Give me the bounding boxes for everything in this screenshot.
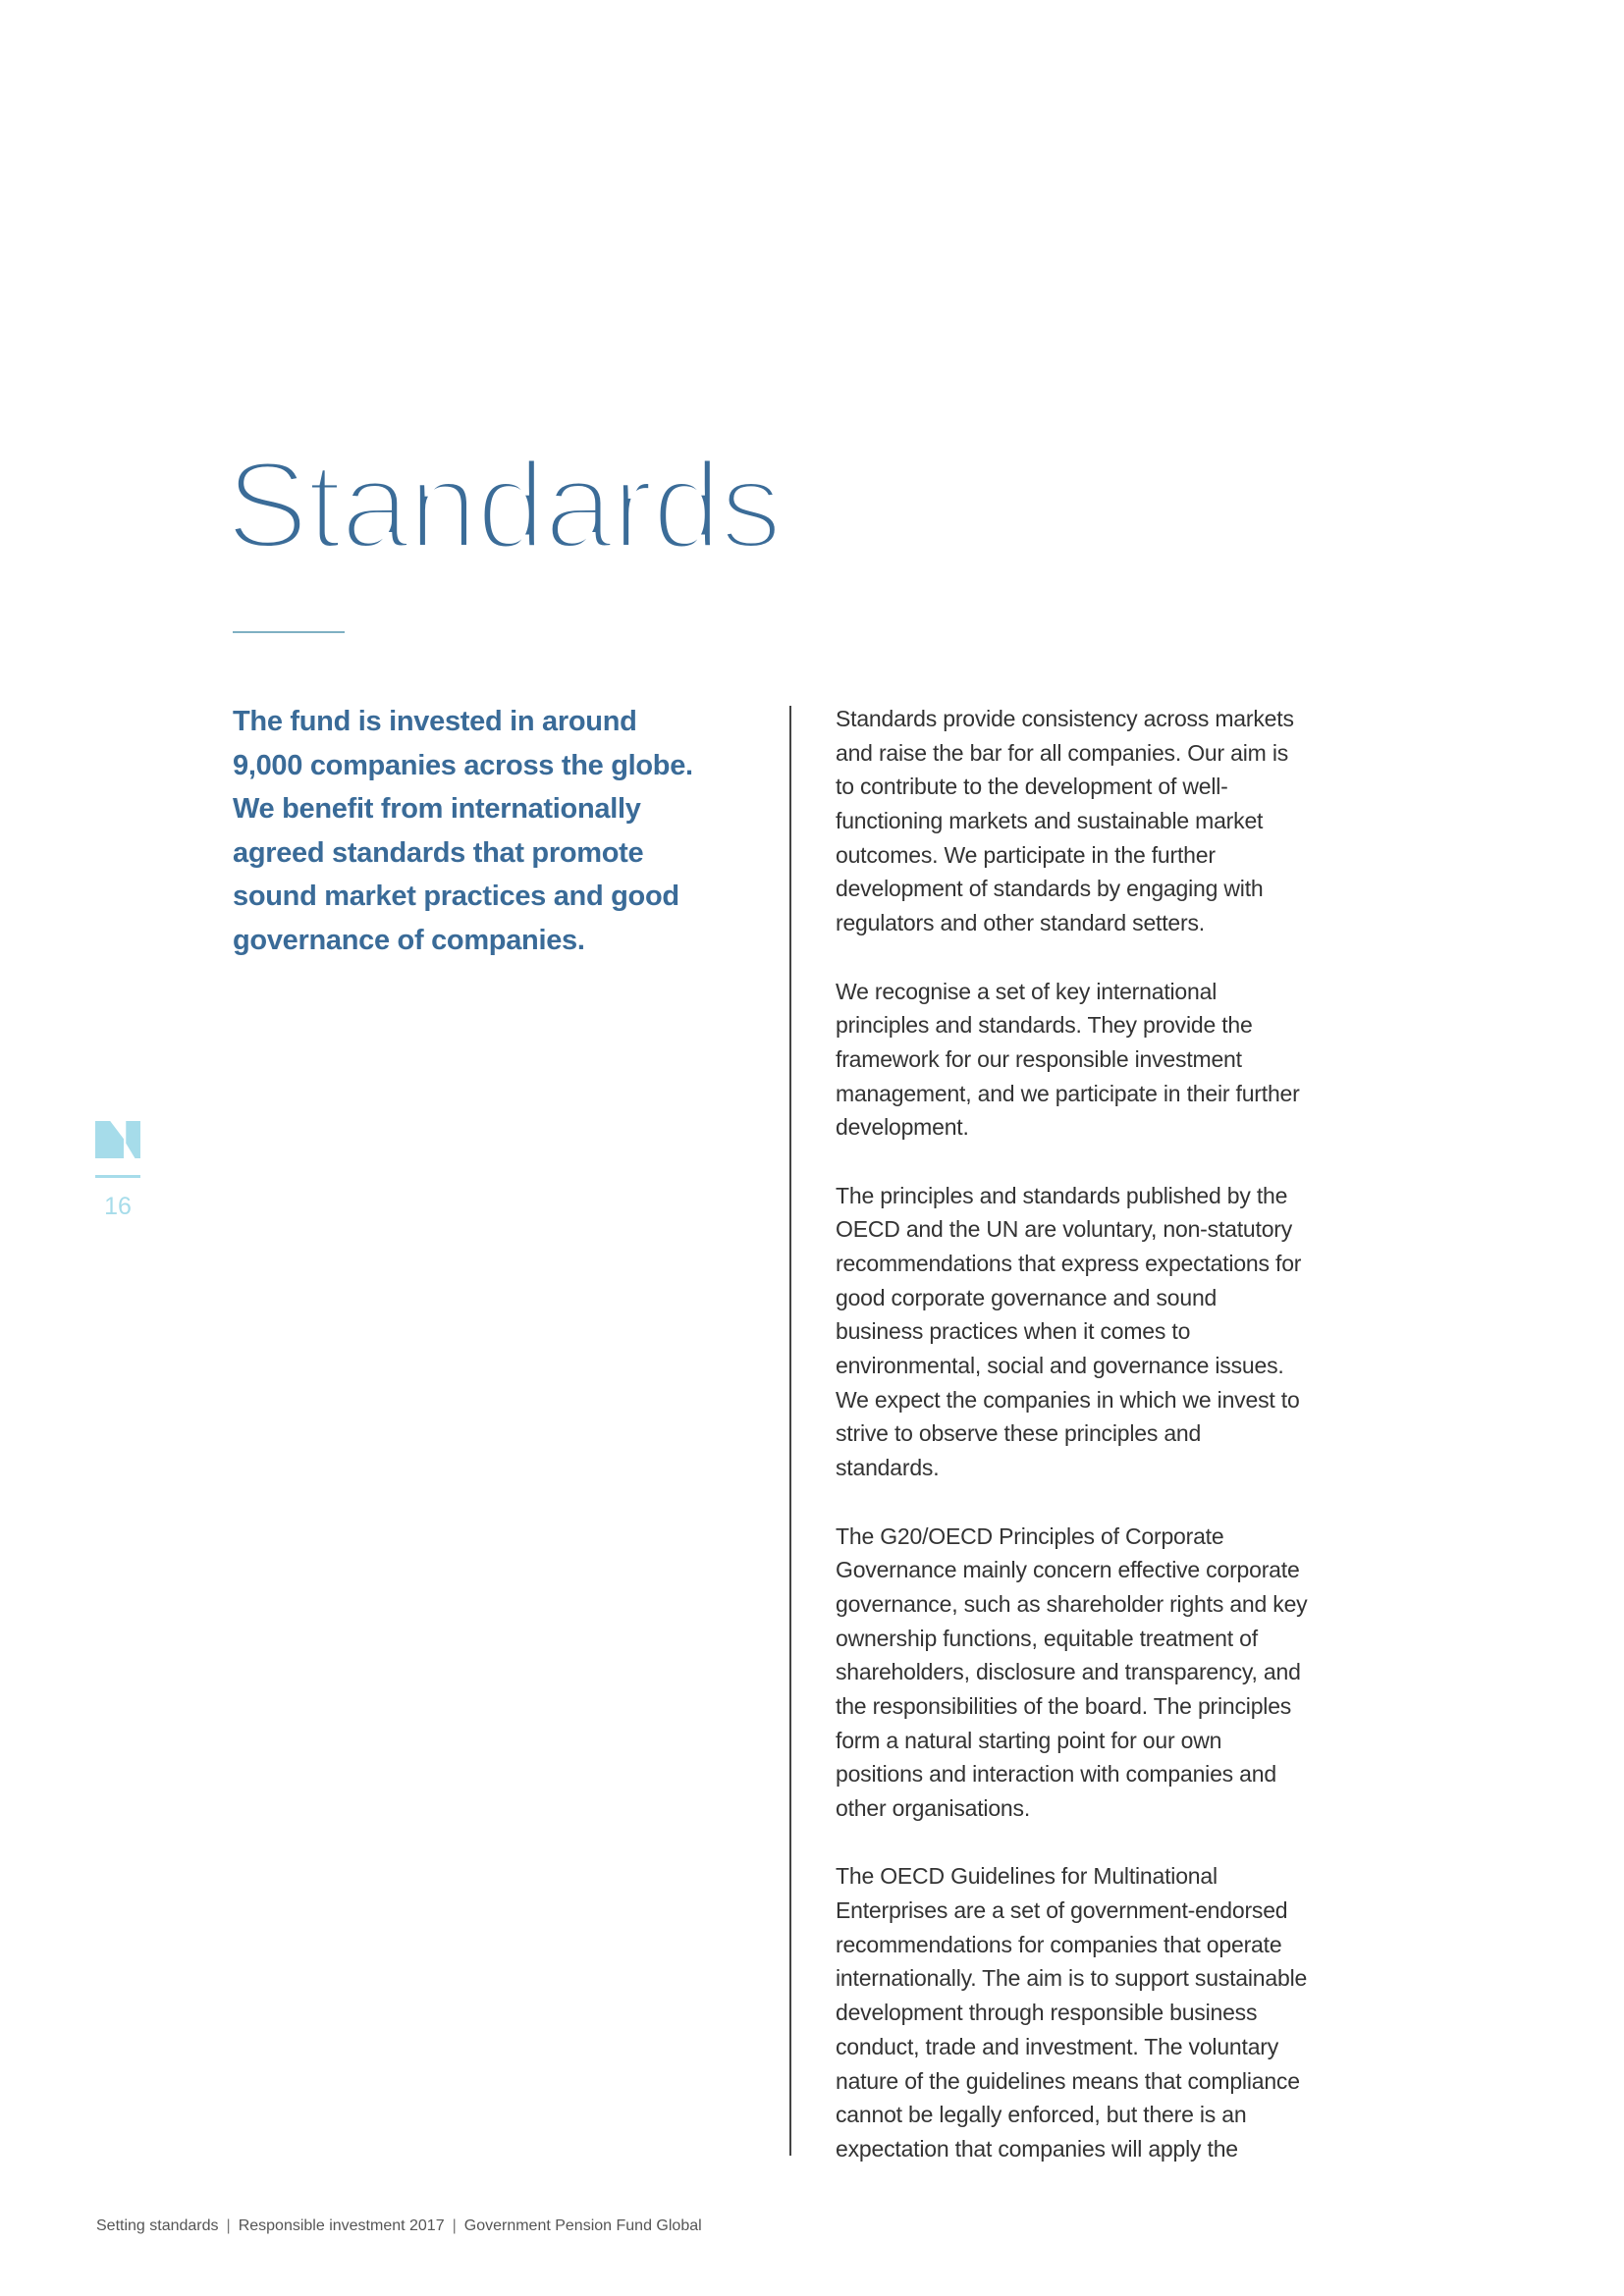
body-line: We recognise a set of key international	[836, 978, 1218, 1004]
body-line: principles and standards. They provide the	[836, 1012, 1253, 1039]
body-line: The OECD Guidelines for Multinational	[836, 1863, 1218, 1890]
logo-left-stroke	[95, 1121, 124, 1158]
page-title: Standards	[226, 436, 782, 574]
page-number: 16	[104, 1193, 132, 1220]
body-line: cannot be legally enforced, but there is an	[836, 2102, 1247, 2128]
body-line: standards.	[836, 1455, 940, 1481]
footer-organisation: Government Pension Fund Global	[463, 2217, 702, 2234]
intro-lead	[233, 700, 763, 962]
footer-separator: |	[452, 2217, 457, 2234]
body-line: expectation that companies will apply the	[836, 2135, 1238, 2162]
body-line: development of standards by engaging with	[836, 876, 1264, 902]
body-line: form a natural starting point for our own	[836, 1727, 1222, 1753]
intro-line: 9,000 companies across the globe.	[233, 749, 693, 781]
body-line: recommendations that express expectations for	[836, 1251, 1302, 1276]
body-line: OECD and the UN are voluntary, non-statutory	[836, 1216, 1293, 1243]
body-line: Governance mainly concern effective corporate	[836, 1557, 1300, 1583]
body-column	[836, 702, 1385, 2200]
body-line: the responsibilities of the board. The principles	[836, 1692, 1292, 1719]
body-line: and raise the bar for all companies. Our aim is	[836, 739, 1289, 766]
body-line: development through responsible business	[836, 2000, 1258, 2026]
intro-line: agreed standards that promote	[233, 836, 644, 869]
paragraph-oecd-guidelines	[836, 1859, 1385, 2165]
logo-right-stroke	[126, 1121, 140, 1158]
body-line: strive to observe these principles and	[836, 1420, 1202, 1447]
body-line: management, and we participate in their further	[836, 1080, 1300, 1106]
body-line: functioning markets and sustainable market	[836, 808, 1264, 834]
footer-publication: Responsible investment 2017	[238, 2217, 445, 2234]
intro-line: governance of companies.	[233, 924, 585, 956]
body-line: The G20/OECD Principles of Corporate	[836, 1522, 1224, 1549]
body-line: outcomes. We participate in the further	[836, 841, 1216, 868]
body-line: positions and interaction with companies and	[836, 1761, 1276, 1788]
footer-section: Setting standards	[96, 2217, 219, 2234]
body-line: business practices when it comes to	[836, 1318, 1191, 1345]
body-line: internationally. The aim is to support sustainable	[836, 1965, 1308, 1992]
body-line: development.	[836, 1114, 969, 1141]
footer	[96, 2216, 702, 2236]
body-line: recommendations for companies that operate	[836, 1931, 1282, 1957]
body-line: other organisations.	[836, 1795, 1031, 1821]
body-line: ownership functions, equitable treatment of	[836, 1625, 1258, 1651]
body-line: Standards provide consistency across markets	[836, 706, 1294, 731]
body-line: to contribute to the development of well-	[836, 774, 1228, 800]
nbim-logo-icon	[95, 1121, 140, 1158]
body-line: regulators and other standard setters.	[836, 910, 1205, 936]
paragraph-key-principles	[836, 975, 1385, 1145]
intro-line: We benefit from internationally	[233, 793, 641, 825]
paragraph-oecd-un	[836, 1179, 1385, 1485]
body-line: framework for our responsible investment	[836, 1045, 1242, 1072]
body-line: The principles and standards published by the	[836, 1182, 1288, 1208]
logo-underline	[95, 1175, 140, 1178]
paragraph-standards-consistency	[836, 702, 1385, 940]
body-line: good corporate governance and sound	[836, 1284, 1218, 1310]
column-divider	[789, 706, 791, 2156]
body-line: governance, such as shareholder rights and key	[836, 1590, 1308, 1617]
body-line: nature of the guidelines means that compliance	[836, 2067, 1300, 2094]
body-line: Enterprises are a set of government-endorsed	[836, 1897, 1288, 1924]
body-line: shareholders, disclosure and transparency, and	[836, 1659, 1301, 1685]
body-line: We expect the companies in which we invest to	[836, 1386, 1300, 1413]
title-underline	[233, 631, 345, 633]
body-line: conduct, trade and investment. The voluntary	[836, 2033, 1279, 2059]
footer-separator: |	[226, 2217, 231, 2234]
body-line: environmental, social and governance issues.	[836, 1353, 1284, 1379]
paragraph-g20-oecd-principles	[836, 1520, 1385, 1826]
intro-line: sound market practices and good	[233, 881, 679, 912]
intro-line: The fund is invested in around	[233, 706, 637, 737]
